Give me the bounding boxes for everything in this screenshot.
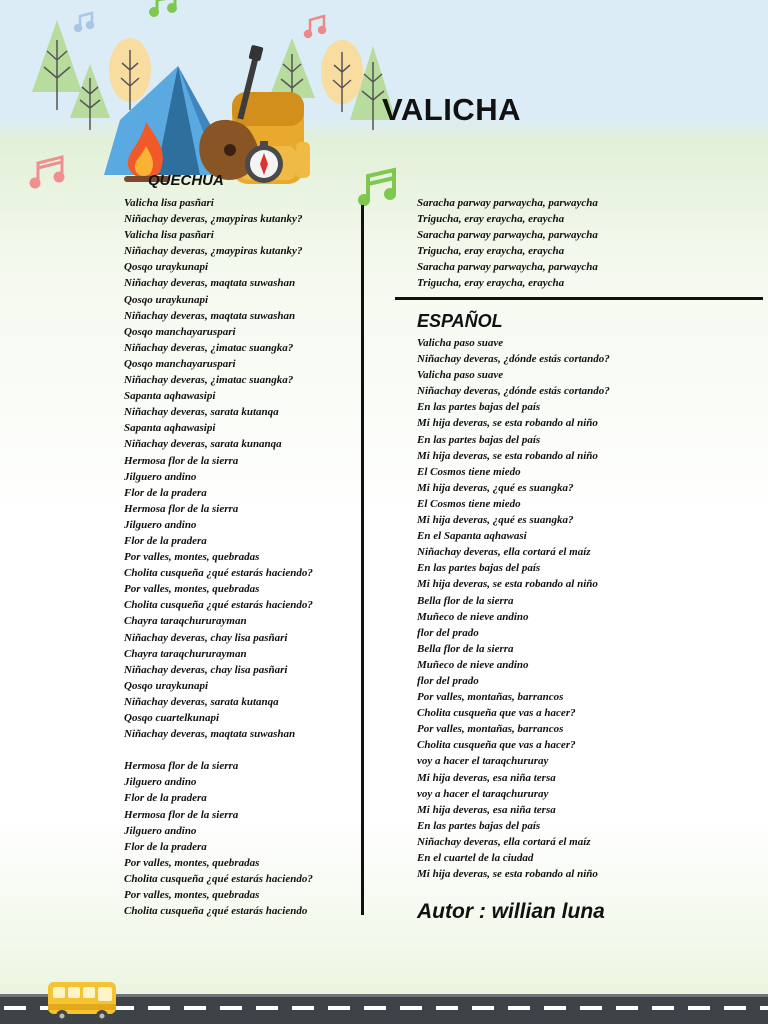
lyric-line: Por valles, montes, quebradas xyxy=(124,551,260,564)
lyric-line: Muñeco de nieve andino xyxy=(417,610,529,623)
lyric-line: Qosqo manchayaruspari xyxy=(124,357,236,370)
lyric-line: Valicha lisa pasñari xyxy=(124,229,214,242)
espanol-lyrics xyxy=(417,335,610,882)
lyric-line: En las partes bajas del país xyxy=(417,819,541,832)
lyric-line: Niñachay deveras, maqtata suwashan xyxy=(124,728,296,741)
road-dash xyxy=(544,1006,566,1010)
lyric-line: Hermosa flor de la sierra xyxy=(124,454,239,467)
lyric-line: Mi hija deveras, se esta robando al niño xyxy=(417,449,598,462)
lyric-line: Bella flor de la sierra xyxy=(417,642,514,655)
author-credit: Autor : willian luna xyxy=(417,900,605,923)
lyric-line: Mi hija deveras, ¿qué es suangka? xyxy=(417,514,574,527)
lyric-line: Flor de la pradera xyxy=(124,486,207,499)
lyric-line: Jilguero andino xyxy=(124,518,197,531)
lyric-line: Mi hija deveras, esa niña tersa xyxy=(417,771,556,784)
music-note-icon xyxy=(151,0,176,16)
road-dash xyxy=(436,1006,458,1010)
road-dash xyxy=(724,1006,746,1010)
road-dash xyxy=(364,1006,386,1010)
lyric-line: Cholita cusqueña que vas a hacer? xyxy=(417,739,576,752)
lyric-line: Saracha parway parwaycha, parwaycha xyxy=(417,261,598,274)
lyric-line: En el cuartel de la ciudad xyxy=(417,852,534,864)
lyric-line: Sapanta aqhawasipi xyxy=(124,390,216,403)
quechua-lyrics xyxy=(124,195,313,919)
pine-tree-icon xyxy=(32,20,82,110)
lyric-line: Valicha paso suave xyxy=(417,337,504,349)
lyric-line: Saracha parway parwaycha, parwaycha xyxy=(417,197,598,209)
lyric-line: Trigucha, eray eraycha, eraycha xyxy=(417,245,565,258)
lyric-line: Niñachay deveras, ¿dónde estás cortando? xyxy=(417,385,610,398)
bus-icon xyxy=(44,978,122,1024)
lyric-line: Jilguero andino xyxy=(124,470,197,483)
lyric-line: Bella flor de la sierra xyxy=(417,594,514,607)
lyric-line: Trigucha, eray eraycha, eraycha xyxy=(417,213,565,226)
road-dash xyxy=(400,1006,422,1010)
lyric-line: Hermosa flor de la sierra xyxy=(124,760,239,773)
lyric-line: Niñachay deveras, ¿maypiras kutanky? xyxy=(124,213,303,226)
road-dash xyxy=(220,1006,242,1010)
music-note-icon xyxy=(354,162,404,210)
lyric-line: flor del prado xyxy=(417,674,479,687)
lyric-line: Por valles, montañas, barrancos xyxy=(417,691,564,704)
lyric-line xyxy=(124,742,313,758)
lyric-line: Trigucha, eray eraycha, eraycha xyxy=(417,277,565,290)
lyric-line: Cholita cusqueña ¿qué estarás haciendo? xyxy=(124,599,313,612)
lyric-line: Niñachay deveras, chay lisa pasñari xyxy=(124,631,288,644)
lyric-line: Qosqo cuartelkunapi xyxy=(124,712,220,724)
section-divider xyxy=(395,297,763,300)
lyric-line: En las partes bajas del país xyxy=(417,401,541,414)
road-dash xyxy=(508,1006,530,1010)
lyric-line: Niñachay deveras, ella cortará el maíz xyxy=(417,835,591,848)
lyric-line: voy a hacer el taraqchururay xyxy=(417,787,549,800)
lyric-line: Valicha lisa pasñari xyxy=(124,197,214,209)
lyric-line: Por valles, montañas, barrancos xyxy=(417,723,564,736)
lyric-line: Cholita cusqueña ¿qué estarás haciendo xyxy=(124,905,308,918)
lyric-line: Niñachay deveras, chay lisa pasñari xyxy=(124,663,288,676)
lyric-line: En las partes bajas del país xyxy=(417,433,541,446)
road-dash xyxy=(328,1006,350,1010)
lyric-line: Sapanta aqhawasipi xyxy=(124,422,216,435)
lyric-line: Niñachay deveras, ¿imatac suangka? xyxy=(124,341,294,354)
road-dash xyxy=(184,1006,206,1010)
road-dash xyxy=(580,1006,602,1010)
lyric-line: En las partes bajas del país xyxy=(417,562,541,575)
lyric-line: Jilguero andino xyxy=(124,824,197,837)
road-dash xyxy=(652,1006,674,1010)
lyric-line: Niñachay deveras, ¿dónde estás cortando? xyxy=(417,353,610,366)
road-dash xyxy=(256,1006,278,1010)
lyric-line: Niñachay deveras, ¿imatac suangka? xyxy=(124,374,294,387)
music-note-icon xyxy=(75,13,93,31)
road-dash xyxy=(148,1006,170,1010)
lyric-line: Flor de la pradera xyxy=(124,534,207,547)
lyric-line: Chayra taraqchururayman xyxy=(124,647,247,660)
lyric-line: Mi hija deveras, esa niña tersa xyxy=(417,803,556,816)
lyric-line: Mi hija deveras, se esta robando al niño xyxy=(417,417,598,430)
lyric-line: Niñachay deveras, sarata kutanqa xyxy=(124,406,279,419)
lyric-line: Niñachay deveras, maqtata suwashan xyxy=(124,277,296,290)
lyric-line: Cholita cusqueña ¿qué estarás haciendo? xyxy=(124,872,313,885)
lyric-line: El Cosmos tiene miedo xyxy=(417,465,521,478)
lyric-line: flor del prado xyxy=(417,626,479,639)
lyric-line: Flor de la pradera xyxy=(124,792,207,805)
lyric-line: Flor de la pradera xyxy=(124,840,207,853)
lyric-line: Chayra taraqchururayman xyxy=(124,615,247,628)
lyric-line: Qosqo manchayaruspari xyxy=(124,325,236,338)
lyric-line: Qosqo uraykunapi xyxy=(124,679,209,692)
lyric-line: En el Sapanta aqhawasi xyxy=(417,530,527,543)
lyric-line: Mi hija deveras, se esta robando al niño xyxy=(417,868,598,881)
lyric-line: Niñachay deveras, ella cortará el maíz xyxy=(417,546,591,559)
lyric-line: Niñachay deveras, sarata kunanqa xyxy=(124,438,282,451)
lyric-line: Valicha paso suave xyxy=(417,369,504,382)
page-title: VALICHA xyxy=(382,92,521,127)
lyric-line: Por valles, montes, quebradas xyxy=(124,583,260,596)
lyric-line: Jilguero andino xyxy=(124,776,197,789)
road-dash xyxy=(688,1006,710,1010)
lyric-line: voy a hacer el taraqchururay xyxy=(417,755,549,768)
road-dash xyxy=(760,1006,768,1010)
music-note-icon xyxy=(31,157,63,187)
quechua-heading: QUECHUA xyxy=(148,172,224,189)
road-dash xyxy=(616,1006,638,1010)
lyric-line: Qosqo uraykunapi xyxy=(124,293,209,306)
lyric-line: Saracha parway parwaycha, parwaycha xyxy=(417,229,598,242)
road-dash xyxy=(292,1006,314,1010)
quechua-lyrics-continued xyxy=(417,195,598,292)
music-note-icon xyxy=(305,16,325,37)
lyric-line: Niñachay deveras, ¿maypiras kutanky? xyxy=(124,245,303,258)
lyric-line: Cholita cusqueña que vas a hacer? xyxy=(417,707,576,720)
lyric-line: Hermosa flor de la sierra xyxy=(124,502,239,515)
lyric-line: El Cosmos tiene miedo xyxy=(417,497,521,510)
espanol-heading: ESPAÑOL xyxy=(417,311,503,331)
lyric-line: Mi hija deveras, se esta robando al niño xyxy=(417,578,598,591)
lyric-line: Niñachay deveras, maqtata suwashan xyxy=(124,309,296,322)
lyric-line: Qosqo uraykunapi xyxy=(124,261,209,274)
lyric-line: Mi hija deveras, ¿qué es suangka? xyxy=(417,481,574,494)
lyric-line: Hermosa flor de la sierra xyxy=(124,808,239,821)
lyric-line: Niñachay deveras, sarata kutanqa xyxy=(124,695,279,708)
lyric-line: Muñeco de nieve andino xyxy=(417,658,529,671)
road-dash xyxy=(472,1006,494,1010)
road-dash xyxy=(4,1006,26,1010)
column-divider xyxy=(361,205,364,915)
lyric-line: Por valles, montes, quebradas xyxy=(124,889,260,902)
lyric-line: Cholita cusqueña ¿qué estarás haciendo? xyxy=(124,567,313,580)
lyric-line: Por valles, montes, quebradas xyxy=(124,856,260,869)
pine-tree-icon xyxy=(70,64,110,130)
